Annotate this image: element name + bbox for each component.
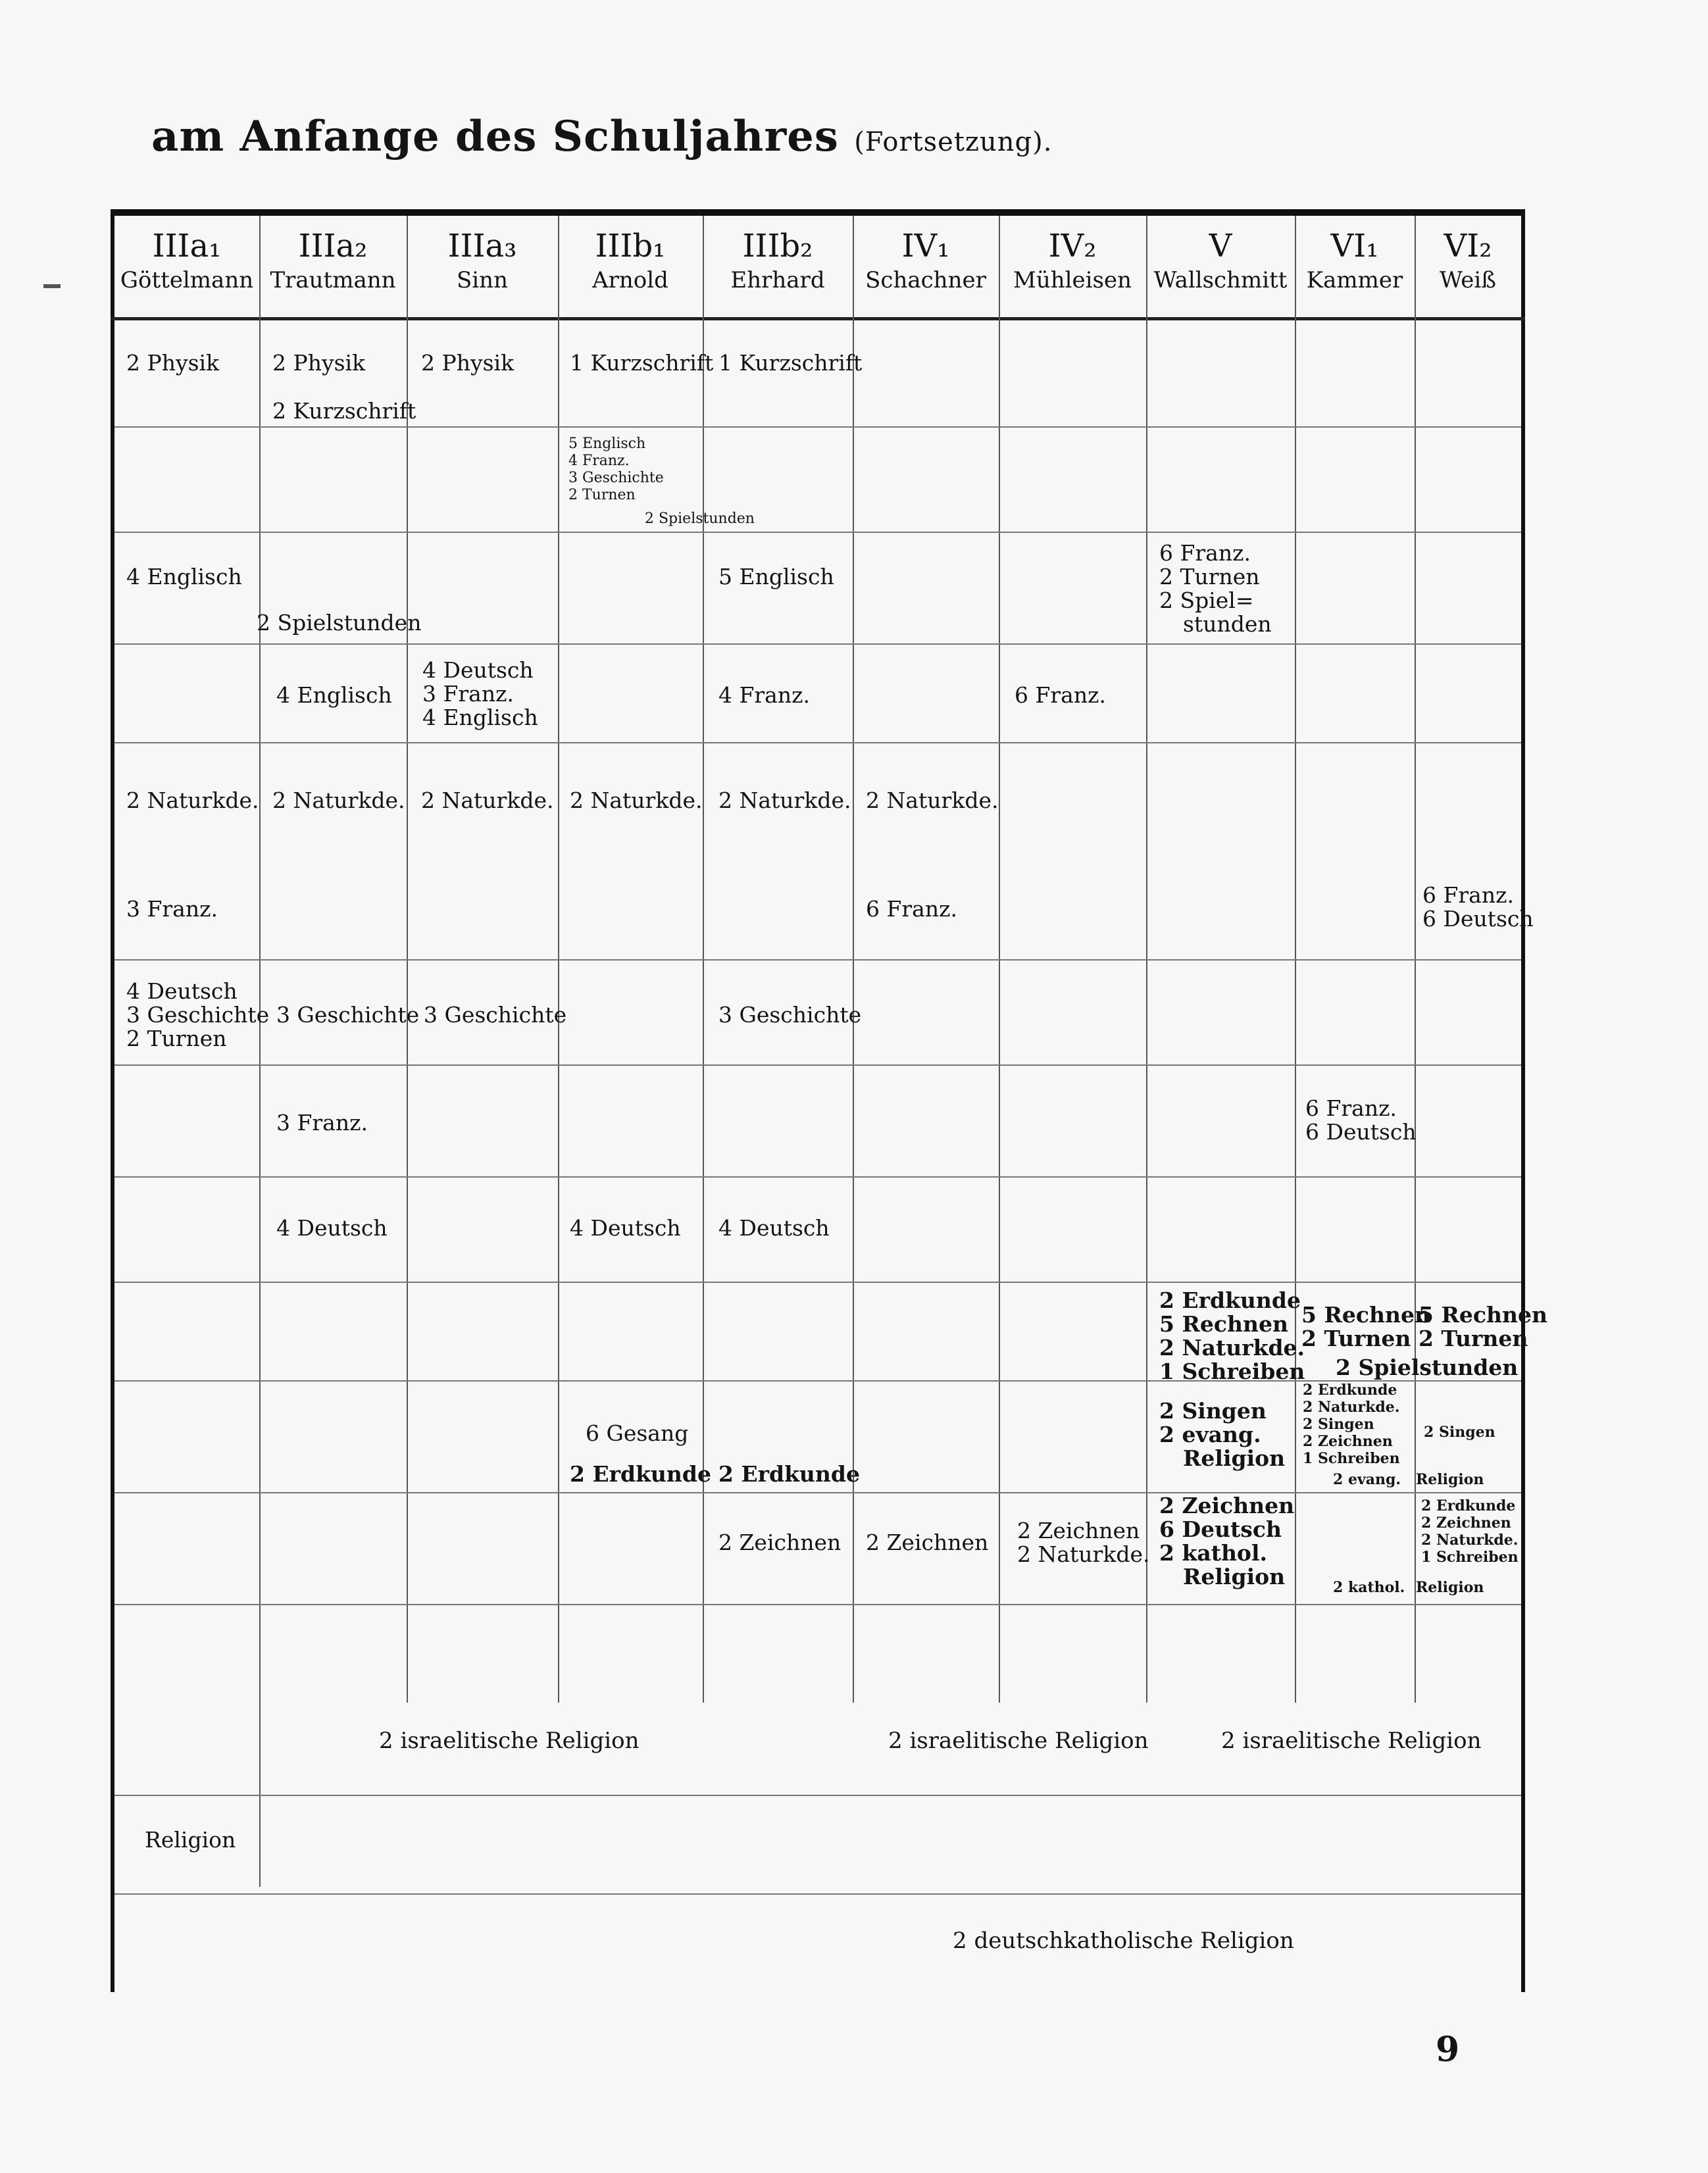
class-name: VI₁ [1330,228,1379,264]
class-name: V [1209,228,1232,264]
schedule-cell: 4 Deutsch [276,1215,388,1241]
schedule-cell: 2 Turnen [1301,1326,1411,1351]
schedule-cell: 2 Turnen [1419,1326,1528,1351]
schedule-cell: 4 Englisch [276,682,392,708]
schedule-cell: 6 Franz. [1305,1095,1397,1121]
schedule-cell: 2 Zeichnen [718,1530,841,1555]
schedule-cell: Religion [1416,1471,1484,1488]
schedule-cell: 3 Geschichte [568,470,664,486]
schedule-cell: 4 Englisch [126,564,242,589]
column-divider [259,216,261,1887]
schedule-cell: 2 Singen [1159,1398,1267,1424]
schedule-cell: 2 Naturkde. [570,787,703,813]
schedule-cell: 2 Zeichnen [1303,1433,1393,1450]
schedule-cell: 5 Englisch [568,436,646,452]
schedule-cell: 4 Deutsch [126,978,238,1004]
column-header [259,228,407,293]
class-name: IIIa₂ [298,228,368,264]
teacher-name: Ehrhard [730,267,825,293]
schedule-cell: Religion [1183,1445,1286,1471]
schedule-cell: 2 Erdkunde [1303,1382,1397,1399]
schedule-cell: 2 Naturkde. [421,787,554,813]
schedule-cell: 2 Naturkde. [1303,1399,1400,1416]
class-name: IV₁ [901,228,950,264]
schedule-cell: 2 Physik [126,350,220,376]
class-name: IV₂ [1048,228,1097,264]
table-right-rule [1521,209,1525,1992]
religion-span: 2 israelitische Religion [888,1728,1149,1754]
schedule-cell: 1 Schreiben [1159,1359,1305,1384]
page-title [151,112,1052,161]
margin-mark [43,284,61,288]
schedule-cell: 3 Geschichte [718,1002,862,1028]
teacher-name: Arnold [592,267,668,293]
row-divider [114,1795,1521,1796]
schedule-cell: 3 Franz. [276,1110,368,1136]
schedule-cell: 2 Spielstunden [1336,1355,1519,1380]
schedule-cell: 2 Spiel= [1159,587,1254,613]
schedule-cell: 3 Franz. [126,896,218,922]
schedule-cell: 5 Rechnen [1301,1302,1430,1328]
schedule-cell: 2 Zeichnen [1017,1518,1140,1543]
schedule-cell: 3 Franz. [422,681,514,707]
schedule-cell: 2 Naturkde. [1159,1335,1305,1361]
schedule-cell: 5 Rechnen [1159,1311,1288,1337]
column-header [703,228,853,293]
row-divider [114,643,1521,645]
schedule-cell: 5 Englisch [718,564,834,589]
schedule-cell: 2 Naturkde. [718,787,851,813]
column-header [999,228,1146,293]
title-text: am Anfange des Schuljahres [151,112,839,161]
schedule-cell: 2 Turnen [568,487,636,503]
schedule-cell: Religion [1416,1579,1484,1596]
schedule-cell: 6 Franz. [866,896,957,922]
schedule-cell: 2 Erdkunde [570,1461,711,1487]
schedule-cell: 1 Schreiben [1421,1549,1519,1566]
schedule-cell: 4 Deutsch [422,657,534,683]
schedule-cell: Religion [145,1827,236,1853]
schedule-cell: 6 Deutsch [1305,1119,1417,1145]
religion-span: 2 israelitische Religion [1221,1728,1482,1754]
schedule-cell: 4 Deutsch [718,1215,830,1241]
class-name: IIIa₃ [447,228,517,264]
schedule-cell: Religion [1183,1564,1286,1589]
table-top-rule [111,209,1525,216]
column-header [114,228,259,293]
schedule-cell: 4 Franz. [718,682,810,708]
schedule-cell: 2 Naturkde. [126,787,259,813]
row-divider [114,1492,1521,1493]
class-name: IIIb₂ [742,228,813,264]
schedule-cell: 5 Rechnen [1419,1302,1547,1328]
class-name: VI₂ [1444,228,1492,264]
schedule-cell: 2 Naturkde. [1017,1541,1150,1567]
schedule-cell: 2 Naturkde. [1421,1532,1519,1549]
teacher-name: Weiß [1440,267,1496,293]
row-divider [114,1893,1521,1895]
teacher-name: Kammer [1306,267,1403,293]
title-suffix: (Fortsetzung). [854,127,1053,157]
schedule-cell: 2 Naturkde. [272,787,405,813]
schedule-cell: 1 Kurzschrift [718,350,863,376]
schedule-cell: 6 Franz. [1159,540,1251,566]
schedule-cell: 4 Englisch [422,705,538,730]
column-header [1295,228,1415,293]
row-divider [114,1604,1521,1605]
schedule-cell: 3 Geschichte [126,1002,270,1028]
schedule-cell: 4 Deutsch [570,1215,681,1241]
schedule-cell: stunden [1183,611,1272,637]
schedule-cell: 3 Geschichte [276,1002,420,1028]
schedule-cell: 4 Franz. [568,453,630,469]
teacher-name: Wallschmitt [1153,267,1288,293]
row-divider [114,532,1521,533]
teacher-name: Schachner [865,267,986,293]
column-header [407,228,558,293]
schedule-cell: 2 Erdkunde [718,1461,860,1487]
schedule-cell: 6 Gesang [586,1420,689,1446]
row-divider [114,1064,1521,1066]
class-name: IIIb₁ [595,228,666,264]
row-divider [114,742,1521,743]
schedule-cell: 2 Zeichnen [1159,1493,1295,1518]
teacher-name: Göttelmann [120,267,254,293]
schedule-cell: 1 Kurzschrift [570,350,714,376]
schedule-cell: 3 Geschichte [424,1002,567,1028]
schedule-cell: 2 Zeichnen [866,1530,989,1555]
schedule-cell: 2 Zeichnen [1421,1514,1511,1532]
schedule-cell: 1 Schreiben [1303,1450,1400,1467]
schedule-cell: 2 Spielstunden [645,511,755,527]
column-header [558,228,703,293]
religion-span: 2 israelitische Religion [379,1728,640,1754]
schedule-cell: 2 Physik [272,350,366,376]
schedule-cell: 2 evang. [1333,1471,1401,1488]
header-rule [111,317,1525,320]
schedule-cell: 2 Turnen [126,1026,227,1051]
schedule-cell: 2 Physik [421,350,515,376]
column-header [1415,228,1521,293]
column-header [853,228,999,293]
schedule-table [111,209,1547,1992]
class-name: IIIa₁ [152,228,222,264]
schedule-cell: 2 Erdkunde [1421,1497,1516,1514]
schedule-cell: 6 Deutsch [1159,1516,1282,1542]
schedule-cell: 2 Turnen [1159,564,1260,589]
table-left-rule [111,209,114,1992]
schedule-cell: 2 Naturkde. [866,787,999,813]
schedule-cell: 2 Kurzschrift [272,398,416,424]
schedule-cell: 2 kathol. [1159,1540,1267,1566]
schedule-cell: 2 Singen [1303,1416,1374,1433]
teacher-name: Trautmann [270,267,396,293]
row-divider [114,959,1521,961]
schedule-cell: 6 Franz. [1422,882,1514,908]
schedule-cell: 2 evang. [1159,1422,1261,1447]
schedule-cell: 2 Singen [1424,1424,1495,1441]
column-header [1146,228,1295,293]
religion-span: 2 deutschkatholische Religion [953,1928,1294,1954]
page-number: 9 [1436,2030,1460,2070]
row-divider [114,426,1521,428]
row-divider [114,1176,1521,1178]
schedule-cell: 6 Franz. [1015,682,1106,708]
schedule-cell: 2 kathol. [1333,1579,1405,1596]
teacher-name: Mühleisen [1013,267,1132,293]
row-divider [114,1282,1521,1283]
schedule-cell: 2 Spielstunden [257,610,422,636]
schedule-cell: 6 Deutsch [1422,906,1534,932]
schedule-cell: 2 Erdkunde [1159,1287,1301,1313]
teacher-name: Sinn [457,267,508,293]
